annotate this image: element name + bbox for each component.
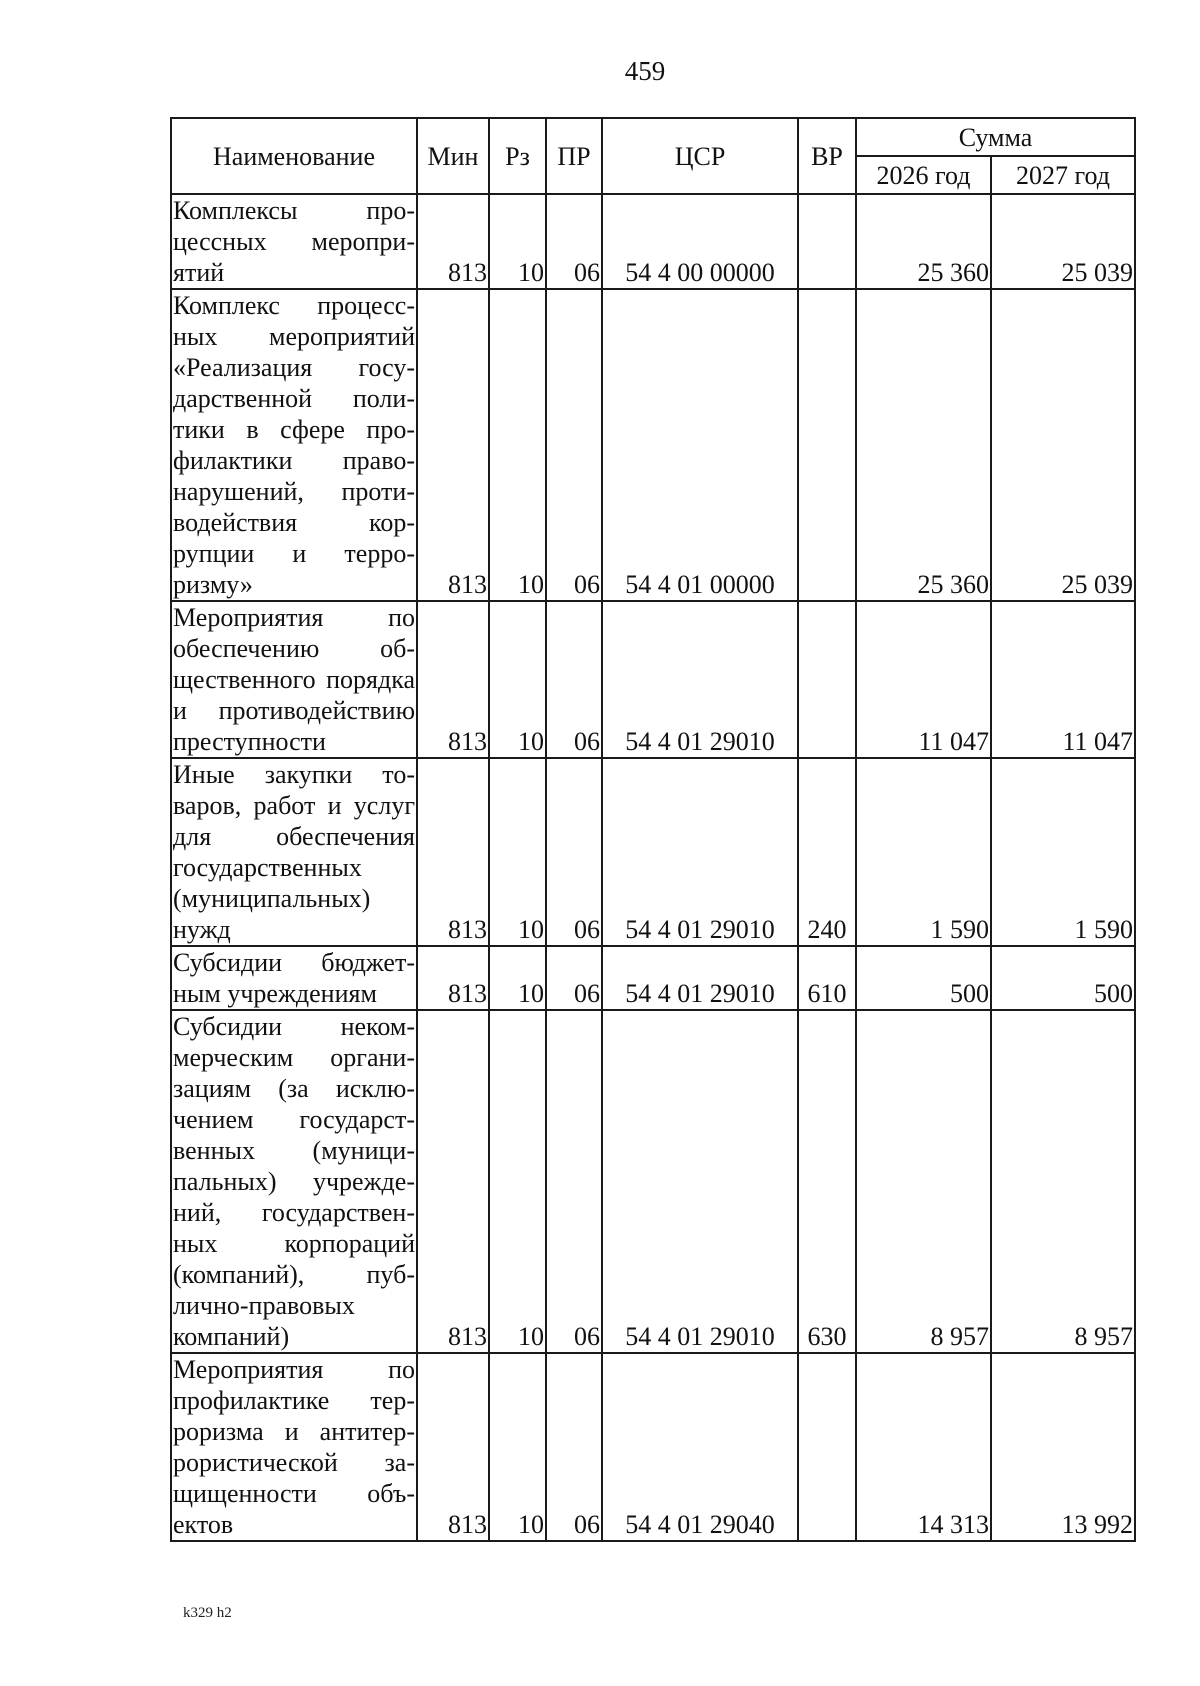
cell-vr: 240 <box>798 758 856 946</box>
cell-rz: 10 <box>489 194 546 289</box>
table-header <box>171 118 1135 194</box>
cell-csr: 54 4 01 00000 <box>602 289 798 601</box>
table-body <box>171 194 1135 1541</box>
cell-csr: 54 4 01 29010 <box>602 758 798 946</box>
table-row <box>171 601 1135 758</box>
cell-csr: 54 4 01 29040 <box>602 1353 798 1541</box>
cell-2026: 25 360 <box>856 194 991 289</box>
cell-2026: 500 <box>856 946 991 1010</box>
table-row <box>171 194 1135 289</box>
cell-rz: 10 <box>489 601 546 758</box>
header-csr: ЦСР <box>602 118 798 194</box>
cell-2027: 13 992 <box>991 1353 1135 1541</box>
cell-2027: 11 047 <box>991 601 1135 758</box>
cell-pr: 06 <box>546 601 602 758</box>
cell-pr: 06 <box>546 1353 602 1541</box>
header-name: Наименование <box>171 118 417 194</box>
cell-name: Иные закупки товаров, работ и услуг для обеспечения государственных (муниципальных) нужд <box>173 760 415 944</box>
table-row <box>171 1353 1135 1541</box>
header-pr: ПР <box>546 118 602 194</box>
cell-2027: 25 039 <box>991 194 1135 289</box>
cell-name: Комплекс процессных мероприятий «Реализация государственной политики в сфере профилактики правонарушений, противодействия коррупции и терроризму» <box>173 291 415 599</box>
cell-csr: 54 4 01 29010 <box>602 601 798 758</box>
cell-pr: 06 <box>546 194 602 289</box>
cell-rz: 10 <box>489 758 546 946</box>
cell-vr <box>798 289 856 601</box>
cell-name: Мероприятия по обеспечению общественного порядка и противодействию преступности <box>173 603 415 756</box>
table-row <box>171 758 1135 946</box>
cell-2026: 25 360 <box>856 289 991 601</box>
header-year-2027: 2027 год <box>991 156 1135 194</box>
cell-csr: 54 4 00 00000 <box>602 194 798 289</box>
cell-min: 813 <box>417 194 489 289</box>
cell-vr <box>798 194 856 289</box>
budget-table <box>170 117 1136 1542</box>
footer-code: k329 h2 <box>183 1605 232 1621</box>
header-rz: Рз <box>489 118 546 194</box>
header-vr: ВР <box>798 118 856 194</box>
cell-2027: 8 957 <box>991 1010 1135 1353</box>
cell-rz: 10 <box>489 946 546 1010</box>
cell-vr <box>798 601 856 758</box>
cell-pr: 06 <box>546 946 602 1010</box>
header-sum: Сумма <box>856 118 1135 156</box>
cell-2027: 25 039 <box>991 289 1135 601</box>
cell-name: Мероприятия по профилактике терроризма и антитеррористической защищенности объектов <box>173 1355 415 1539</box>
cell-csr: 54 4 01 29010 <box>602 1010 798 1353</box>
cell-name: Субсидии некоммерческим организациям (за исключением государственных (муниципальных) учреждений, государственных корпораций (компаний), публично-правовых компаний) <box>173 1012 415 1351</box>
cell-rz: 10 <box>489 1010 546 1353</box>
cell-pr: 06 <box>546 1010 602 1353</box>
cell-2026: 1 590 <box>856 758 991 946</box>
page-number: 459 <box>624 56 666 86</box>
cell-min: 813 <box>417 289 489 601</box>
cell-rz: 10 <box>489 289 546 601</box>
cell-min: 813 <box>417 1010 489 1353</box>
cell-vr: 630 <box>798 1010 856 1353</box>
cell-2027: 1 590 <box>991 758 1135 946</box>
cell-name: Субсидии бюджетным учреждениям <box>173 948 415 1008</box>
cell-pr: 06 <box>546 289 602 601</box>
cell-vr <box>798 1353 856 1541</box>
header-min: Мин <box>417 118 489 194</box>
cell-name: Комплексы процессных мероприятий <box>173 196 415 287</box>
cell-min: 813 <box>417 1353 489 1541</box>
cell-2026: 11 047 <box>856 601 991 758</box>
cell-pr: 06 <box>546 758 602 946</box>
cell-min: 813 <box>417 601 489 758</box>
cell-min: 813 <box>417 758 489 946</box>
cell-min: 813 <box>417 946 489 1010</box>
cell-csr: 54 4 01 29010 <box>602 946 798 1010</box>
table-row <box>171 289 1135 601</box>
cell-2027: 500 <box>991 946 1135 1010</box>
table-row <box>171 946 1135 1010</box>
cell-rz: 10 <box>489 1353 546 1541</box>
cell-2026: 14 313 <box>856 1353 991 1541</box>
table-row <box>171 1010 1135 1353</box>
cell-vr: 610 <box>798 946 856 1010</box>
cell-2026: 8 957 <box>856 1010 991 1353</box>
header-year-2026: 2026 год <box>856 156 991 194</box>
